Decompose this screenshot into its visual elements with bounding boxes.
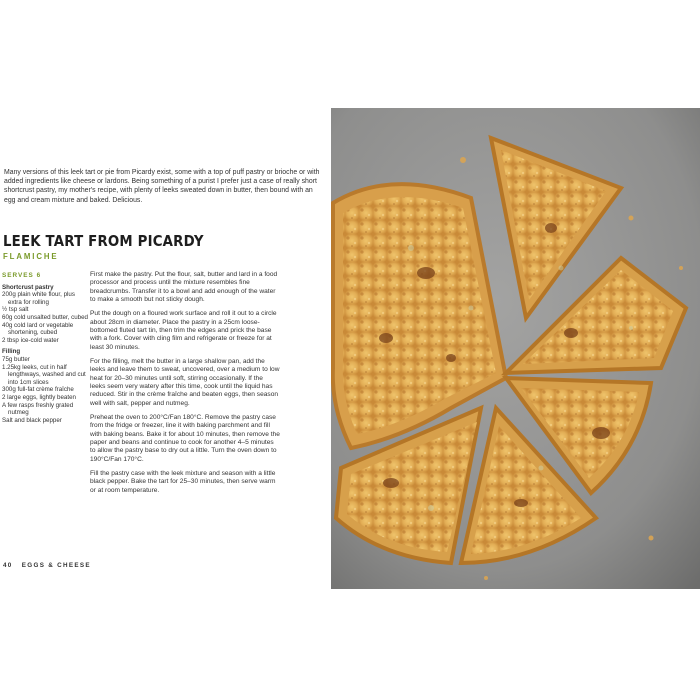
tart-photo [331, 108, 700, 589]
left-page [0, 108, 331, 588]
method-step: First make the pastry. Put the flour, salt, butter and lard in a food processor and process until the mixture resembles fine breadcrumbs. Transfer it to a bowl and add enough of the water to make a smooth but not sticky dough. [90, 271, 278, 303]
recipe-title: LEEK TART FROM PICARDY [3, 232, 204, 250]
method-step: Preheat the oven to 200°C/Fan 180°C. Remove the pastry case from the fridge or freezer, line it with baking parchment and fill with baking beans. Bake it for about 10 minutes, then remove the paper and beans and continue to cook for another 4–5 minutes to allow the pastry base to dry out a little. Turn the oven down to 190°C/Fan 170°C. [90, 414, 280, 463]
intro-paragraph: Many versions of this leek tart or pie from Picardy exist, some with a top of puff pastry or brioche or with added ingredients like cheese or lardons. Being something of a purist I prefer just a case of really short shortcrust pastry, my mother's recipe, with plenty of leeks sweated down in butter, then bound with an egg and cream mixture and baked. Delicious. [4, 169, 320, 204]
ingredient-item: A few rasps freshly grated nutmeg [2, 401, 74, 417]
pastry-heading: Shortcrust pastry [2, 283, 54, 291]
method-steps [90, 271, 280, 501]
ingredient-item: 200g plain white flour, plus extra for rolling [2, 291, 75, 306]
serves-label: SERVES 6 [2, 272, 42, 279]
filling-heading: Filling [2, 348, 21, 356]
ingredient-item: 300g full-fat crème fraîche [2, 386, 74, 394]
page-number: 40 [3, 562, 13, 569]
ingredient-item: Salt and black pepper [2, 416, 62, 424]
section-name: EGGS & CHEESE [21, 562, 91, 569]
ingredient-item: 1.25kg leeks, cut in half lengthways, washed and cut into 1cm slices [2, 363, 86, 386]
ingredients-list [2, 272, 88, 424]
method-step: Fill the pastry case with the leek mixture and season with a little black pepper. Bake the tart for 25–30 minutes, then serve warm or at room temperature. [90, 469, 276, 494]
ingredient-item: 2 tbsp ice-cold water [2, 336, 59, 344]
ingredient-item: 60g cold unsalted butter, cubed [2, 313, 89, 321]
page-footer [3, 562, 91, 569]
ingredient-item: ½ tsp salt [2, 306, 29, 314]
method-step: For the filling, melt the butter in a large shallow pan, add the leeks and leave them to sweat, uncovered, over a medium to low heat for 20–30 minutes until soft, stirring occasionally. If the leeks seem very watery after this time, cook until the liquid has reduced. Stir in the crème fraîche and beaten eggs, then season well with salt, pepper and nutmeg. [90, 358, 280, 407]
ingredient-item: 2 large eggs, lightly beaten [2, 393, 76, 401]
recipe-subtitle: FLAMICHE [3, 252, 59, 261]
ingredient-item: 75g butter [2, 355, 30, 363]
method-step: Put the dough on a floured work surface and roll it out to a circle about 28cm in diameter. Place the pastry in a 25cm loose-bottomed fluted tart tin, then trim the edges and prick the base with a fork. Cover with cling film and refrigerate or freeze for at least 30 minutes. [90, 310, 277, 351]
ingredient-item: 40g cold lard or vegetable shortening, cubed [2, 321, 74, 337]
